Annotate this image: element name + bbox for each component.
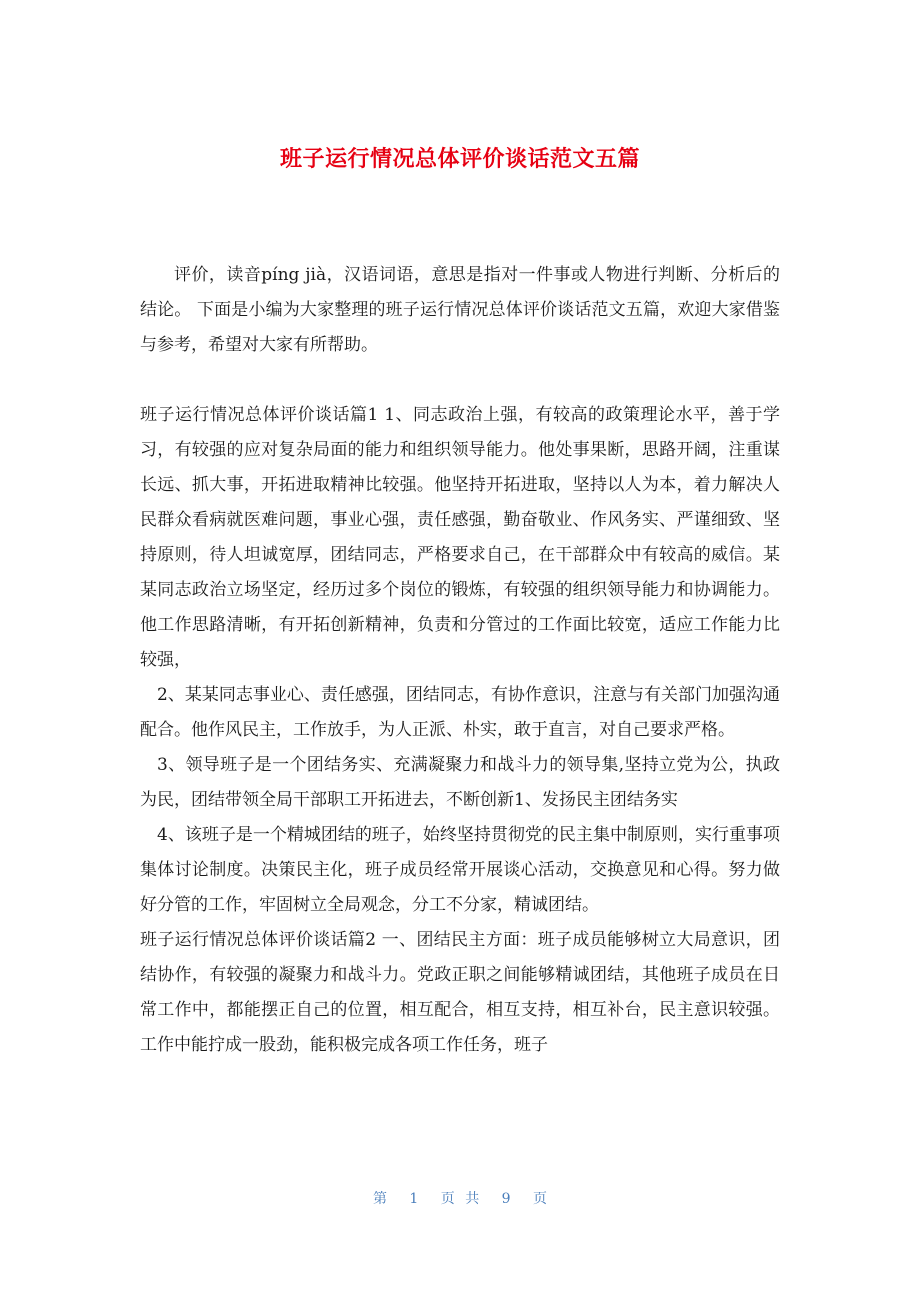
document-title: 班子运行情况总体评价谈话范文五篇 [279, 147, 640, 172]
section-1-item-4: 4、该班子是一个精城团结的班子，始终坚持贯彻党的民主集中制原则，实行重事项集体讨论制度。决策民主化，班子成员经常开展谈心活动，交换意见和心得。努力做好分管的工作，牢固树立全局观念，分工不分家，精诚团结。 [140, 825, 780, 915]
footer-end-label: 页 [533, 1191, 548, 1207]
intro-paragraph: 评价，读音píng jià，汉语词语，意思是指对一件事或人物进行判断、分析后的结论。 下面是小编为大家整理的班子运行情况总体评价谈话范文五篇，欢迎大家借鉴与参考，希望对大家有所帮助。 [140, 265, 780, 355]
footer-total-pages: 9 [501, 1191, 511, 1207]
section-1-paragraph: 班子运行情况总体评价谈话篇1 1、同志政治上强，有较高的政策理论水平，善于学习，有较强的应对复杂局面的能力和组织领导能力。他处事果断，思路开阔，注重谋长远、抓大事，开拓进取精神比较强。他坚持开拓进取，坚持以人为本，着力解决人民群众看病就医难问题，事业心强，责任感强，勤奋敬业、作风务实、严谨细致、坚持原则，待人坦诚宽厚，团结同志，严格要求自己，在干部群众中有较高的威信。某某同志政治立场坚定，经历过多个岗位的锻炼，有较强的组织领导能力和协调能力。他工作思路清晰，有开拓创新精神，负责和分管过的工作面比较宽，适应工作能力比较强， [140, 405, 780, 670]
section-1-item-3: 3、领导班子是一个团结务实、充满凝聚力和战斗力的领导集,坚持立党为公，执政为民，团结带领全局干部职工开拓进去，不断创新1、发扬民主团结务实 [140, 755, 780, 810]
document-body [140, 258, 780, 1063]
footer-page-label: 第 [372, 1191, 387, 1207]
section-1-item-2: 2、某某同志事业心、责任感强，团结同志，有协作意识，注意与有关部门加强沟通配合。他作风民主，工作放手，为人正派、朴实，敢于直言，对自己要求严格。 [140, 685, 780, 740]
section-2-paragraph: 班子运行情况总体评价谈话篇2 一、团结民主方面：班子成员能够树立大局意识，团结协作，有较强的凝聚力和战斗力。党政正职之间能够精诚团结，其他班子成员在日常工作中，都能摆正自己的位置，相互配合，相互支持，相互补台，民主意识较强。工作中能拧成一股劲，能积极完成各项工作任务，班子 [140, 930, 780, 1055]
footer-current-page: 1 [409, 1191, 419, 1207]
page-footer [0, 1188, 920, 1208]
footer-of-label: 页 共 [440, 1191, 480, 1207]
